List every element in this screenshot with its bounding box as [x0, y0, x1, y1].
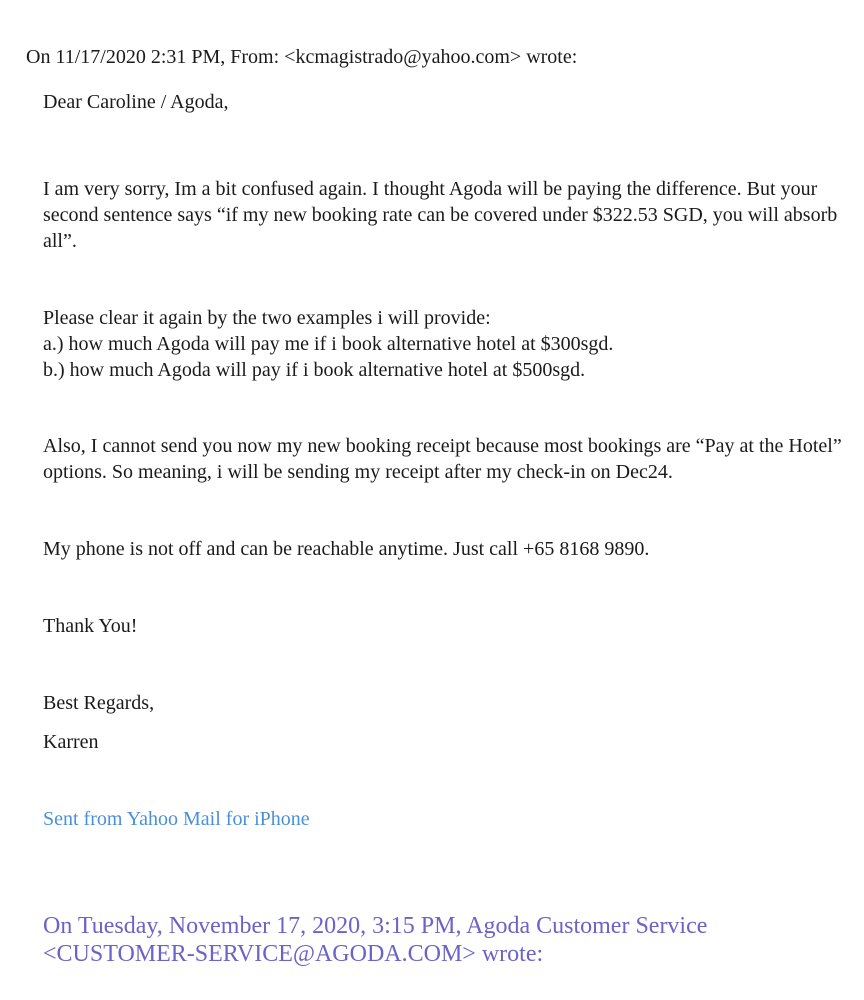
- thank-you-text: Thank You!: [43, 615, 138, 637]
- closing-text: Best Regards,: [43, 692, 155, 714]
- email-header-line: On 11/17/2020 2:31 PM, From: <kcmagistrado@yahoo.com> wrote:: [26, 46, 578, 68]
- paragraph-receipt: Also, I cannot send you now my new booking receipt because most bookings are “Pay at the Hotel” options. So meaning, i will be sending my receipt after my check-in on Dec24.: [43, 435, 842, 483]
- paragraph-examples: [43, 305, 843, 383]
- quoted-header-line1: On Tuesday, November 17, 2020, 3:15 PM, Agoda Customer Service: [43, 913, 708, 939]
- signature-text: Karren: [43, 731, 99, 753]
- paragraph-confusion: I am very sorry, Im a bit confused again. I thought Agoda will be paying the difference. But your second sentence says “if my new booking rate can be covered under $322.53 SGD, you will absorb all”.: [43, 178, 838, 252]
- sent-from-link[interactable]: [43, 806, 843, 832]
- example-b: b.) how much Agoda will pay if i book alternative hotel at $500sgd.: [43, 359, 586, 381]
- examples-intro: Please clear it again by the two examples i will provide:: [43, 307, 491, 329]
- yahoo-mail-link[interactable]: Sent from Yahoo Mail for iPhone: [43, 808, 310, 830]
- quoted-header-line2: <CUSTOMER-SERVICE@AGODA.COM> wrote:: [43, 941, 544, 967]
- paragraph-phone: My phone is not off and can be reachable anytime. Just call +65 8168 9890.: [43, 538, 650, 560]
- greeting: Dear Caroline / Agoda,: [43, 91, 229, 113]
- quoted-message-header: [43, 912, 843, 968]
- example-a: a.) how much Agoda will pay me if i book alternative hotel at $300sgd.: [43, 333, 614, 355]
